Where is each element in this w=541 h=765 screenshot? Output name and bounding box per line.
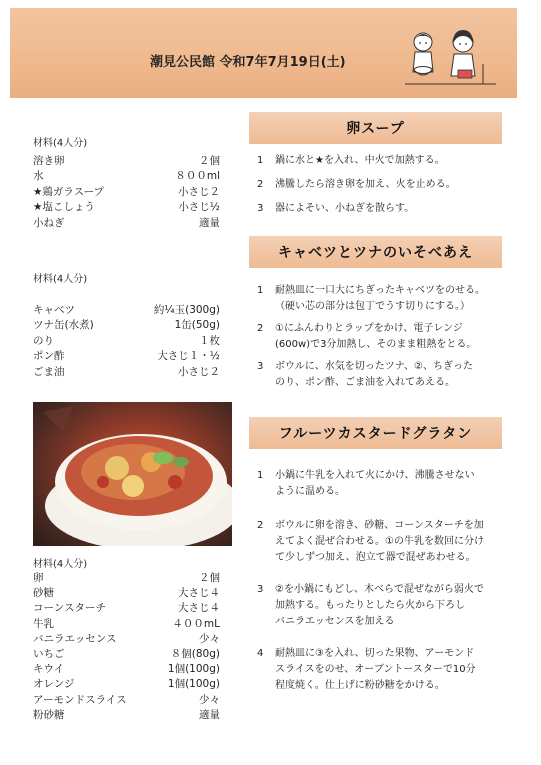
egg-soup-servings: 材料(4人分) [33,138,88,149]
egg-soup-ingredients [33,154,220,231]
ingredient-row: 牛乳 ４００mL [33,617,220,630]
ingredient-row: ツナ缶(水煮) 1缶(50g) [33,319,220,332]
gratin-servings: 材料(4人分) [33,559,88,570]
ingredient-row: 水 ８００ml [33,170,220,183]
header-banner [10,8,517,98]
ingredient-row: キウイ 1個(100g) [33,663,220,676]
step-item: 1 小鍋に牛乳を入れて火にかけ、沸騰させない ように温める。 [257,470,475,497]
ingredient-row: アーモンドスライス 少々 [33,693,220,706]
step-item: 1 耐熱皿に一口大にちぎったキャベツをのせる。 （硬い芯の部分は包丁でうす切りにする。） [257,285,485,312]
ingredient-row: ごま油 小さじ２ [33,365,220,378]
ingredient-row: キャベツ 約¼玉(300g) [33,304,220,316]
ingredient-row: いちご ８個(80g) [33,647,220,660]
ingredient-row: 砂糖 大さじ４ [33,587,220,600]
step-item: 3 ボウルに、水気を切ったツナ、②、ちぎった のり、ポン酢、ごま油を入れてあえる。 [257,361,473,388]
gratin-dish-image [33,402,232,546]
cabbage-servings: 材料(4人分) [33,274,88,285]
step-item: 3 器によそい、小ねぎを散らす。 [257,203,415,214]
ingredient-row: ★塩こしょう 小さじ½ [33,201,220,214]
step-item: 2 ボウルに卵を溶き、砂糖、コーンスターチを加 えてよく混ぜ合わせる。①の牛乳を数回に分け て少しずつ加え、泡立て器で混ぜあわせる。 [257,520,484,563]
cooking-kids-illustration [403,24,498,90]
page-title: 潮見公民館 令和7年7月19日(土) [150,55,346,70]
gratin-photo [33,402,232,546]
step-item: 2 ①にふんわりとラップをかけ、電子レンジ (600w)で3分加熱し、そのまま粗熱をとる。 [257,323,477,350]
step-item: 4 耐熱皿に③を入れ、切った果物、アーモンド スライスをのせ、オーブントースターで10分 程度焼く。仕上げに粉砂糖をかける。 [257,648,476,691]
ingredient-row: オレンジ 1個(100g) [33,678,220,691]
egg-soup-steps [257,153,507,217]
ingredient-row: 卵 ２個 [33,572,220,584]
step-item: 3 ②を小鍋にもどし、木べらで混ぜながら弱火で 加熱する。もったりとしたら火から下ろし バニラエッセンスを加える [257,584,484,627]
gratin-steps [257,468,507,694]
ingredient-row: 粉砂糖 適量 [33,708,220,721]
step-item: 2 沸騰したら溶き卵を加え、火を止める。 [257,179,456,190]
ingredient-row: コーンスターチ 大さじ４ [33,602,220,615]
gratin-title: フルーツカスタードグラタン [249,417,502,449]
ingredient-row: 小ねぎ 適量 [33,216,220,229]
egg-soup-title: 卵スープ [249,112,502,144]
ingredient-row: 溶き卵 ２個 [33,155,220,167]
cabbage-ingredients [33,303,220,380]
step-item: 1 鍋に水と★を入れ、中火で加熱する。 [257,155,445,166]
gratin-ingredients [33,571,220,723]
ingredient-row: バニラエッセンス 少々 [33,632,220,645]
ingredient-row: のり １枚 [33,334,220,347]
ingredient-row: ★鶏ガラスープ 小さじ２ [33,185,220,198]
cabbage-tuna-title: キャベツとツナのいそべあえ [249,236,502,268]
ingredient-row: ポン酢 大さじ１・½ [33,350,220,363]
cabbage-steps [257,283,507,391]
